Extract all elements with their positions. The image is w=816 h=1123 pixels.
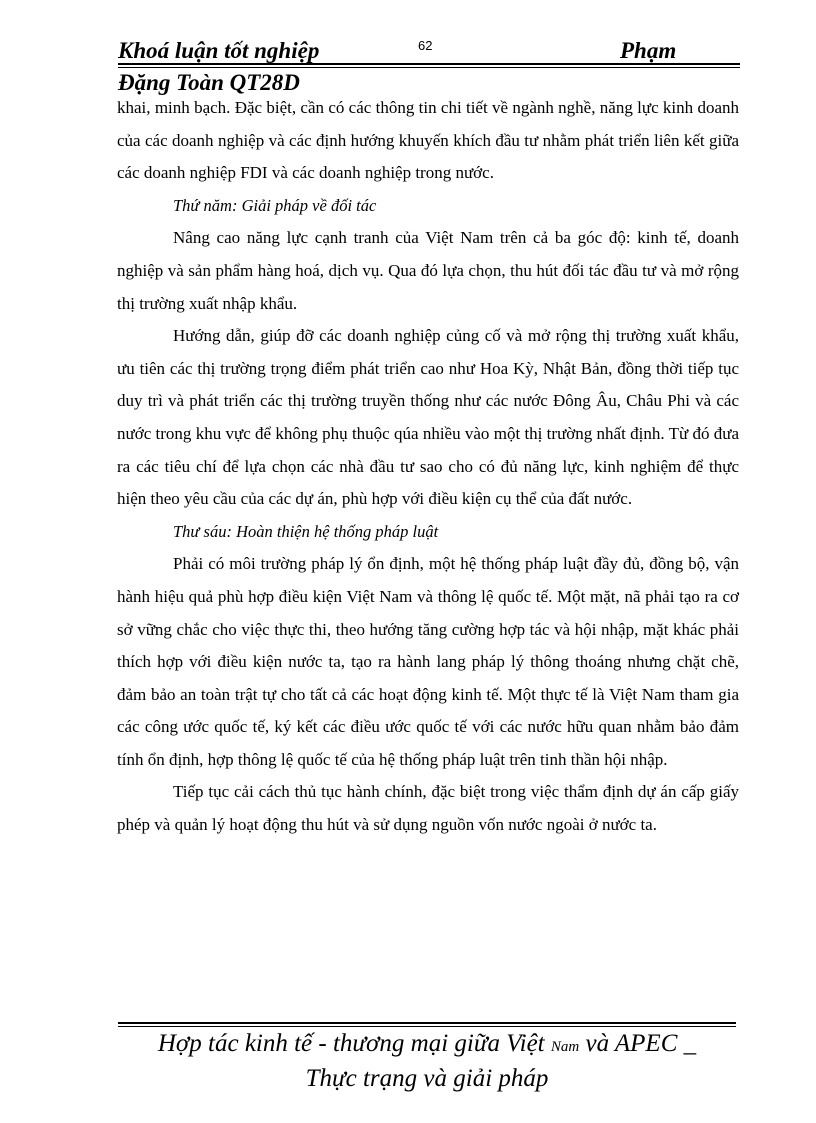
header-author-firstname: Phạm [620, 38, 677, 63]
footer-line1-nam: Nam [550, 1039, 580, 1055]
page-number: 62 [418, 38, 433, 53]
section-heading-5: Thứ năm: Giải pháp về đối tác [173, 195, 377, 215]
paragraph-4: Phải có môi trường pháp lý ổn định, một hệ thống pháp luật đầy đủ, đồng bộ, vận hành hiệu quả phù hợp điều kiện Việt Nam và thông lệ quốc tế. Một mặt, nã phải tạo ra cơ sở vững chắc cho việc thực thi, theo hướng tăng cường hợp tác và hội nhập, mặt khác phải thích hợp với điều kiện nước ta, tạo ra hành lang pháp lý thông thoáng nhưng chặt chẽ, đảm bảo an toàn trật tự cho tất cả các hoạt động kinh tế. Một thực tế là Việt Nam tham gia các công ước quốc tế, ký kết các điều ước quốc tế với các nước hữu quan nhằm bảo đảm tính ổn định, hợp thông lệ quốc tế của hệ thống pháp luật trên tinh thần hội nhập. [117, 554, 739, 769]
paragraph-5: Tiếp tục cải cách thủ tục hành chính, đặc biệt trong việc thẩm định dự án cấp giấy phép và quản lý hoạt động thu hút và sử dụng nguồn vốn nước ngoài ở nước ta. [117, 782, 739, 835]
header-rule [118, 63, 740, 65]
header-title: Khoá luận tốt nghiệp [118, 38, 320, 63]
paragraph-1: khai, minh bạch. Đặc biệt, cần có các thông tin chi tiết về ngành nghề, năng lực kinh doanh của các doanh nghiệp và các định hướng khuyến khích đầu tư nhằm phát triển liên kết giữa các doanh nghiệp FDI và các doanh nghiệp trong nước. [117, 98, 739, 183]
header-author-line: Đặng Toàn QT28D [118, 70, 300, 95]
body-text [117, 92, 739, 842]
footer-rule-thin [118, 1026, 736, 1027]
footer-line1-a: Hợp tác kinh tế - thương mại giữa Việt [157, 1030, 551, 1057]
section-heading-6: Thư sáu: Hoàn thiện hệ thống pháp luật [173, 521, 439, 541]
footer-line1-b: và APEC _ [579, 1030, 697, 1057]
footer-title [118, 1028, 736, 1095]
footer-line2: Thực trạng và giải pháp [305, 1065, 549, 1092]
footer-rule [118, 1022, 736, 1024]
paragraph-3: Hướng dẫn, giúp đỡ các doanh nghiệp củng cố và mở rộng thị trường xuất khẩu, ưu tiên các thị trường trọng điểm phát triển cao như Hoa Kỳ, Nhật Bản, đồng thời tiếp tục duy trì và phát triển các thị trường truyền thống như các nước Đông Âu, Châu Phi và các nước trong khu vực để không phụ thuộc qúa nhiều vào một thị trường nhất định. Từ đó đưa ra các tiêu chí để lựa chọn các nhà đầu tư sao cho có đủ năng lực, kinh nghiệm để thực hiện theo yêu cầu của các dự án, phù hợp với điều kiện cụ thể của đất nước. [117, 326, 739, 509]
paragraph-2: Nâng cao năng lực cạnh tranh của Việt Nam trên cả ba góc độ: kinh tế, doanh nghiệp và sản phẩm hàng hoá, dịch vụ. Qua đó lựa chọn, thu hút đối tác đầu tư và mở rộng thị trường xuất nhập khẩu. [117, 228, 739, 313]
header-rule-thin [118, 67, 740, 68]
